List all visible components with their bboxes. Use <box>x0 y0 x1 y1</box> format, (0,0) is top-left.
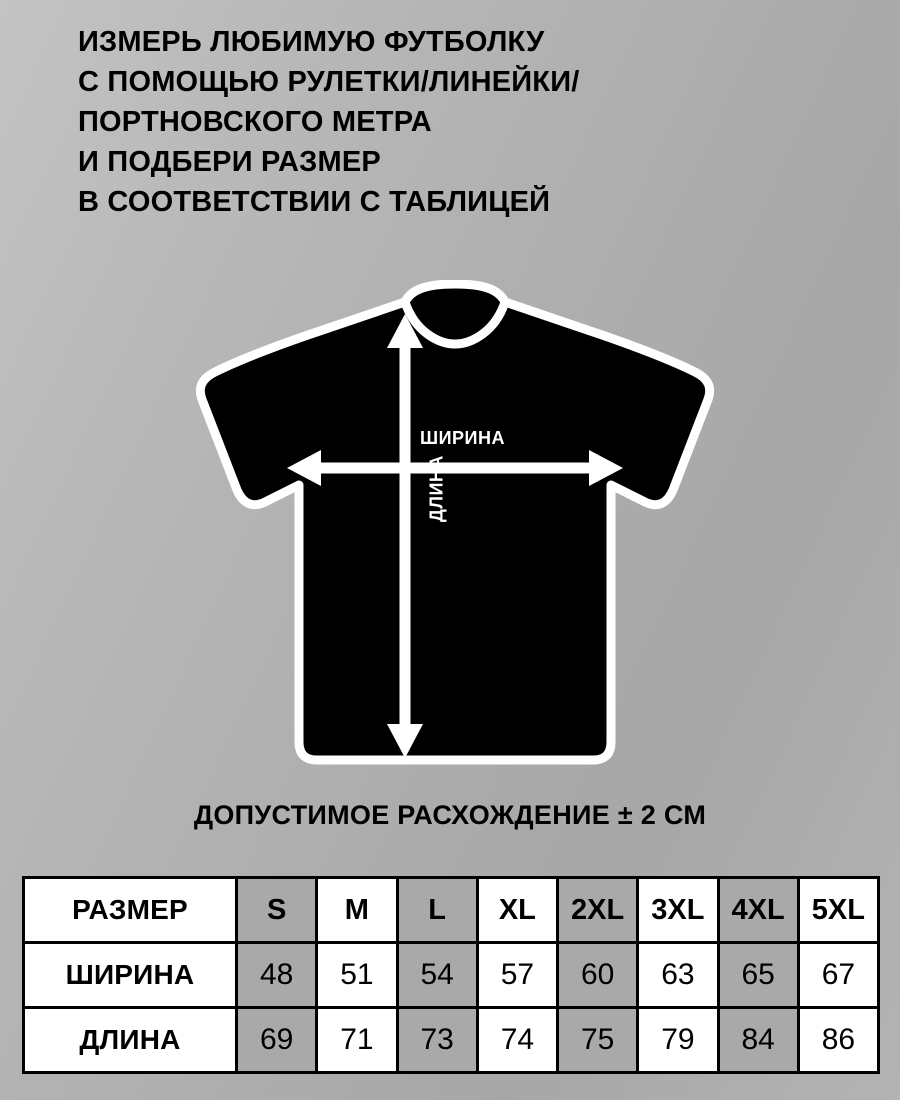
length-value-cell: 69 <box>237 1008 317 1073</box>
page-title <box>78 22 838 222</box>
page-title-line-2: С ПОМОЩЬЮ РУЛЕТКИ/ЛИНЕЙКИ/ <box>78 66 580 99</box>
size-header-cell: 4XL <box>718 878 798 943</box>
tshirt-diagram <box>175 280 735 770</box>
size-header-cell: 3XL <box>638 878 718 943</box>
tolerance-note: ДОПУСТИМОЕ РАСХОЖДЕНИЕ ± 2 СМ <box>193 800 707 830</box>
row-header-length: ДЛИНА <box>24 1008 237 1073</box>
size-header-cell: XL <box>477 878 557 943</box>
table-row-width <box>24 943 879 1008</box>
size-header-cell: 2XL <box>558 878 638 943</box>
length-value-cell: 71 <box>317 1008 397 1073</box>
width-value-cell: 54 <box>397 943 477 1008</box>
size-header-cell: 5XL <box>798 878 878 943</box>
width-value-cell: 60 <box>558 943 638 1008</box>
width-value-cell: 57 <box>477 943 557 1008</box>
size-table-container <box>22 876 880 1074</box>
length-value-cell: 84 <box>718 1008 798 1073</box>
page-title-line-3: ПОРТНОВСКОГО МЕТРА <box>78 106 432 139</box>
size-table <box>22 876 880 1074</box>
page-title-line-5: В СООТВЕТСТВИИ С ТАБЛИЦЕЙ <box>78 186 551 219</box>
length-value-cell: 73 <box>397 1008 477 1073</box>
page-title-line-4: И ПОДБЕРИ РАЗМЕР <box>78 146 381 179</box>
length-value-cell: 75 <box>558 1008 638 1073</box>
page-title-line-1: ИЗМЕРЬ ЛЮБИМУЮ ФУТБОЛКУ <box>78 26 545 58</box>
width-label: ШИРИНА <box>420 428 505 448</box>
width-value-cell: 65 <box>718 943 798 1008</box>
length-value-cell: 86 <box>798 1008 878 1073</box>
width-value-cell: 51 <box>317 943 397 1008</box>
width-value-cell: 63 <box>638 943 718 1008</box>
size-header-cell: M <box>317 878 397 943</box>
length-label: ДЛИНА <box>426 455 447 522</box>
size-header-cell: S <box>237 878 317 943</box>
table-row-sizes <box>24 878 879 943</box>
width-value-cell: 67 <box>798 943 878 1008</box>
row-header-size: РАЗМЕР <box>24 878 237 943</box>
row-header-width: ШИРИНА <box>24 943 237 1008</box>
length-value-cell: 74 <box>477 1008 557 1073</box>
width-value-cell: 48 <box>237 943 317 1008</box>
length-value-cell: 79 <box>638 1008 718 1073</box>
table-row-length <box>24 1008 879 1073</box>
size-header-cell: L <box>397 878 477 943</box>
tshirt-icon <box>175 280 735 770</box>
